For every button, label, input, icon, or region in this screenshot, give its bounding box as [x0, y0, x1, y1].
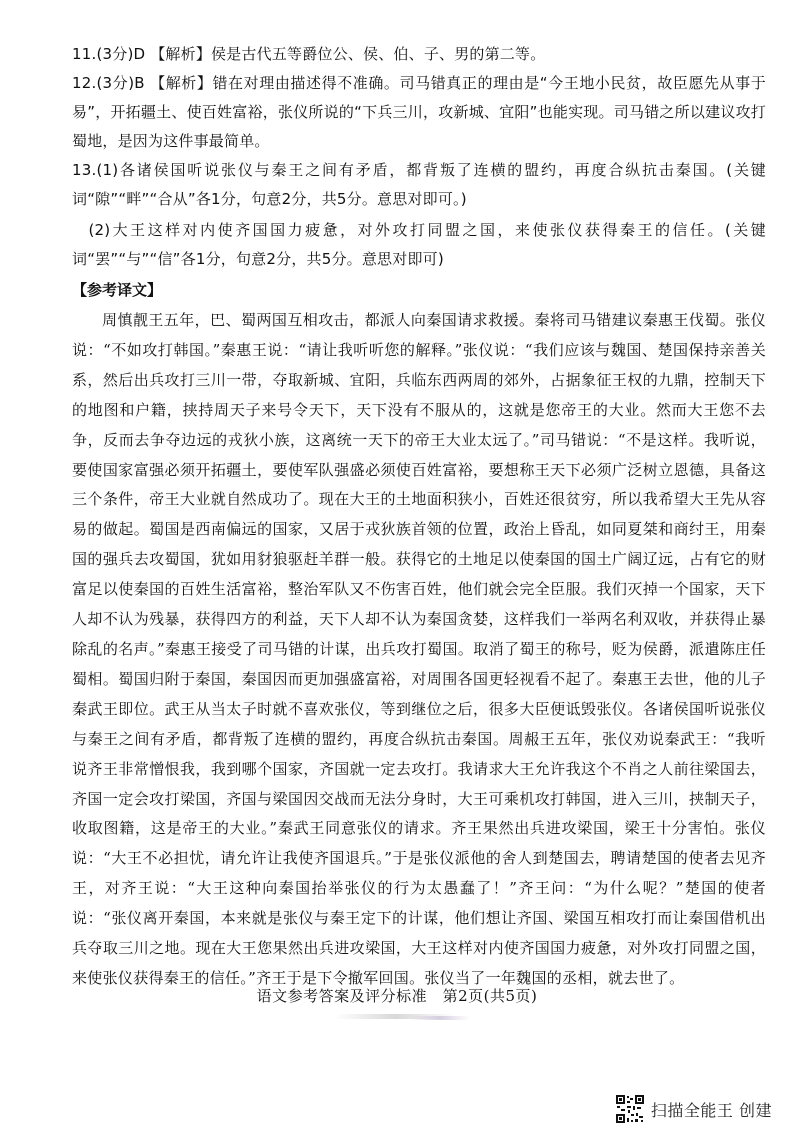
translation-body	[72, 306, 766, 994]
answer-13-1: 13.(1)各诸侯国听说张仪与秦王之间有矛盾，都背叛了连横的盟约，再度合纵抗击秦国。(关键词“隙”“畔”“合从”各1分，句意2分，共5分。意思对即可。)	[72, 161, 766, 208]
answer-11: 11.(3分)D 【解析】侯是古代五等爵位公、侯、伯、子、男的第二等。	[72, 45, 546, 63]
scan-smudge-2	[410, 1016, 470, 1020]
translation-paragraph: 周慎靓王五年，巴、蜀两国互相攻击，都派人向秦国请求救援。秦将司马错建议秦惠王伐蜀。张仪说：“不如攻打韩国。”秦惠王说：“请让我听听您的解释。”张仪说：“我们应该与魏国、楚国保持亲善关系，然后出兵攻打三川一带，夺取新城、宜阳，兵临东西两周的郊外，占据象征王权的九鼎，控制天下的地图和户籍，挟持周天子来号令天下，天下没有不服从的，这就是您帝王的大业。然而大王您不去争，反而去争夺边远的戎狄小族，这离统一天下的帝王大业太远了。”司马错说：“不是这样。我听说，要使国家富强必须开拓疆土，要使军队强盛必须使百姓富裕，要想称王天下必须广泛树立恩德，具备这三个条件，帝王大业就自然成功了。现在大王的土地面积狭小，百姓还很贫穷，所以我希望大王先从容易的做起。蜀国是西南偏远的国家，又居于戎狄族首领的位置，政治上昏乱，如同夏桀和商纣王，用秦国的强兵去攻蜀国，犹如用豺狼驱赶羊群一般。获得它的土地足以使秦国的国土广阔辽远，占有它的财富足以使秦国的百姓生活富裕，整治军队又不伤害百姓，他们就会完全臣服。我们灭掉一个国家，天下人却不认为残暴，获得四方的利益，天下人却不认为秦国贪婪，这样我们一举两名利双收，并获得止暴除乱的名声。”秦惠王接受了司马错的计谋，出兵攻打蜀国。取消了蜀王的称号，贬为侯爵，派遣陈庄任蜀相。蜀国归附于秦国，秦国因而更加强盛富裕，对周围各国更轻视看不起了。秦惠王去世，他的儿子秦武王即位。武王从当太子时就不喜欢张仪，等到继位之后，很多大臣便诋毁张仪。各诸侯国听说张仪与秦王之间有矛盾，都背叛了连横的盟约，再度合纵抗击秦国。周赧王五年，张仪劝说秦武王：“我听说齐王非常憎恨我，我到哪个国家，齐国就一定去攻打。我请求大王允许我这个不肖之人前往梁国去，齐国一定会攻打梁国，齐国与梁国因交战而无法分身时，大王可乘机攻打韩国，进入三川，挟制天子，收取图籍，这是帝王的大业。”秦武王同意张仪的请求。齐王果然出兵进攻梁国，梁王十分害怕。张仪说：“大王不必担忧，请允许让我使齐国退兵。”于是张仪派他的舍人到楚国去，聘请楚国的使者去见齐王，对齐王说：“大王这种向秦国抬举张仪的行为太愚蠢了！”齐王问：“为什么呢？”楚国的使者说：“张仪离开秦国，本来就是张仪与秦王定下的计谋，他们想让齐国、梁国互相攻打而让秦国借机出兵夺取三川之地。现在大王您果然出兵进攻梁国，大王这样对内使齐国国力疲惫，对外攻打同盟之国，来使张仪获得秦王的信任。”齐王于是下令撤军回国。张仪当了一年魏国的丞相，就去世了。	[72, 311, 766, 987]
answer-13-2: (2)大王这样对内使齐国国力疲惫，对外攻打同盟之国，来使张仪获得秦王的信任。(关键词“罢”“与”“信”各1分，句意2分，共5分。意思对即可)	[72, 221, 766, 268]
answer-12: 12.(3分)B 【解析】错在对理由描述得不准确。司马错真正的理由是“今王地小民贫，故臣愿先从事于易”，开拓疆土、使百姓富裕，张仪所说的“下兵三川，攻新城、宜阳”也能实现。司马错之所以建议攻打蜀地，是因为这件事最简单。	[72, 74, 766, 150]
section-label-translation: 【参考译文】	[72, 281, 163, 299]
document-page	[72, 40, 766, 994]
answer-list	[72, 40, 766, 274]
scanner-watermark	[615, 1092, 772, 1126]
qr-code-icon	[615, 1094, 645, 1124]
page-footer: 语文参考答案及评分标准 第2页(共5页)	[256, 987, 538, 1005]
watermark-text: 扫描全能王 创建	[650, 1100, 772, 1120]
